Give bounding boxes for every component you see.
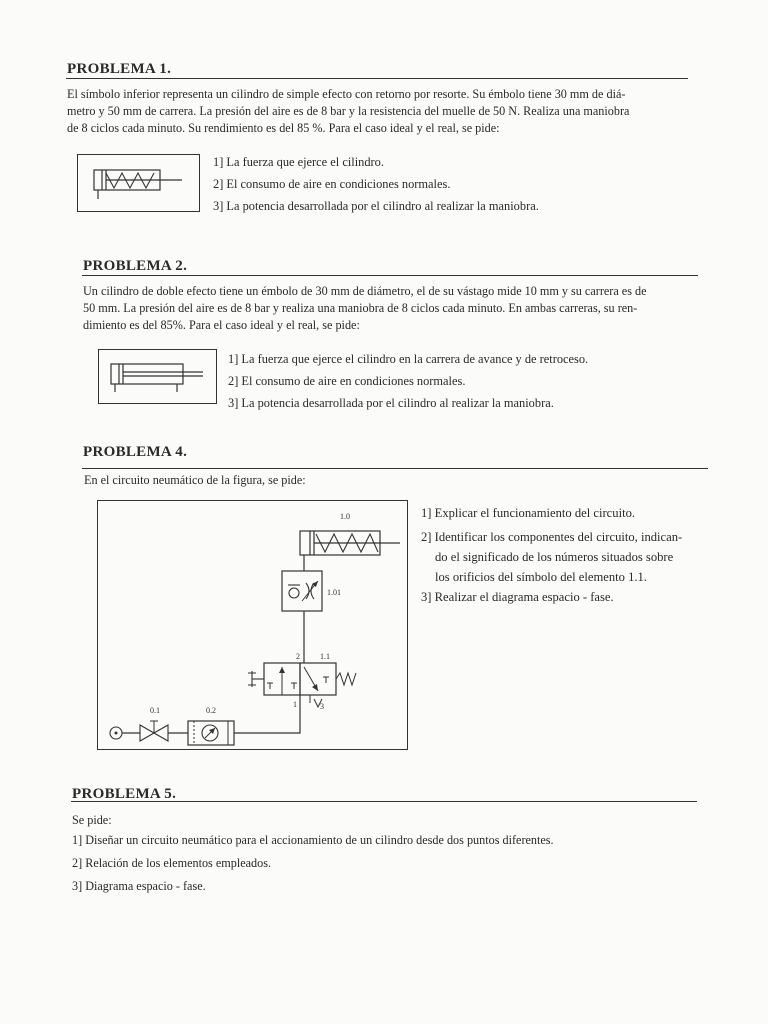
statement-line: El símbolo inferior representa un cilindro de simple efecto con retorno por resorte. Su émbolo tiene 30 mm de diá-: [67, 87, 626, 101]
label-port-3: 3: [320, 702, 324, 711]
question-item: 3] La potencia desarrollada por el cilindro al realizar la maniobra.: [213, 199, 539, 213]
problema-1-statement: [67, 86, 629, 137]
label-shutoff: 0.1: [150, 706, 160, 715]
question-item: 1] La fuerza que ejerce el cilindro.: [213, 155, 384, 169]
question-item: 3] Diagrama espacio - fase.: [72, 879, 206, 893]
directional-valve-symbol: [248, 663, 356, 707]
statement-line: dimiento es del 85%. Para el caso ideal y el real, se pide:: [83, 318, 360, 332]
problema-4-rule: [82, 468, 708, 469]
question-item-continuation: los orificios del símbolo del elemento 1.1.: [435, 570, 647, 584]
statement-line: Un cilindro de doble efecto tiene un émbolo de 30 mm de diámetro, el de su vástago mide 10 mm y su carrera es de: [83, 284, 647, 298]
frl-unit-symbol: [188, 721, 234, 745]
statement-line: 50 mm. La presión del aire es de 8 bar y realiza una maniobra de 8 ciclos cada minuto. En ambas carreras, su ren-: [83, 301, 638, 315]
shutoff-valve-symbol: [122, 721, 188, 741]
question-item: 2] Relación de los elementos empleados.: [72, 856, 272, 870]
label-port-1: 1: [293, 700, 297, 709]
statement-line: Se pide:: [72, 813, 112, 827]
problema-1-rule: [66, 78, 688, 79]
label-cylinder: 1.0: [340, 512, 350, 521]
question-item: 1] La fuerza que ejerce el cilindro en la carrera de avance y de retroceso.: [228, 352, 589, 366]
question-item-continuation: do el significado de los números situados sobre: [435, 550, 674, 564]
problema-2-questions: [228, 348, 588, 414]
question-item: 3] La potencia desarrollada por el cilindro al realizar la maniobra.: [228, 396, 554, 410]
problema-5-questions: [72, 829, 554, 898]
problema-5-title: PROBLEMA 5.: [72, 786, 177, 802]
problema-1-title: PROBLEMA 1.: [67, 61, 172, 77]
problema-4-questions: [421, 503, 682, 607]
problema-2-title: PROBLEMA 2.: [83, 258, 188, 274]
pneumatic-circuit-diagram: [98, 501, 407, 749]
problema-2-statement: [83, 283, 647, 334]
statement-line: metro y 50 mm de carrera. La presión del aire es de 8 bar y la resistencia del muelle de 50 N. Realiza una maniobra: [67, 104, 630, 118]
single-acting-cylinder-symbol: [78, 155, 199, 211]
label-port-2: 2: [296, 652, 300, 661]
pneumatic-circuit-figure: [97, 500, 408, 750]
question-item: 1] Explicar el funcionamiento del circuito.: [421, 506, 636, 520]
question-item: 2] El consumo de aire en condiciones normales.: [228, 374, 466, 388]
air-source-symbol: [110, 727, 122, 739]
double-acting-cylinder-symbol: [99, 350, 216, 403]
question-item: 2] Identificar los componentes del circuito, indican-: [421, 530, 683, 544]
problema-5-intro: [72, 812, 112, 829]
problema-5-rule: [71, 801, 697, 802]
statement-line: de 8 ciclos cada minuto. Su rendimiento es del 85 %. Para el caso ideal y el real, se pide:: [67, 121, 500, 135]
flow-control-valve-symbol: [282, 571, 322, 611]
cylinder-symbol: [300, 531, 400, 555]
question-item: 3] Realizar el diagrama espacio - fase.: [421, 590, 614, 604]
label-flow-control: 1.01: [327, 588, 341, 597]
label-valve: 1.1: [320, 652, 330, 661]
problema-4-title: PROBLEMA 4.: [83, 444, 188, 460]
question-item: 2] El consumo de aire en condiciones normales.: [213, 177, 451, 191]
statement-line: En el circuito neumático de la figura, se pide:: [84, 473, 306, 487]
problema-1-questions: [213, 151, 539, 217]
single-acting-cylinder-figure: [77, 154, 200, 212]
problema-2-rule: [82, 275, 698, 276]
label-frl: 0.2: [206, 706, 216, 715]
problema-4-intro: [84, 472, 306, 489]
double-acting-cylinder-figure: [98, 349, 217, 404]
question-item: 1] Diseñar un circuito neumático para el accionamiento de un cilindro desde dos puntos diferentes.: [72, 833, 554, 847]
